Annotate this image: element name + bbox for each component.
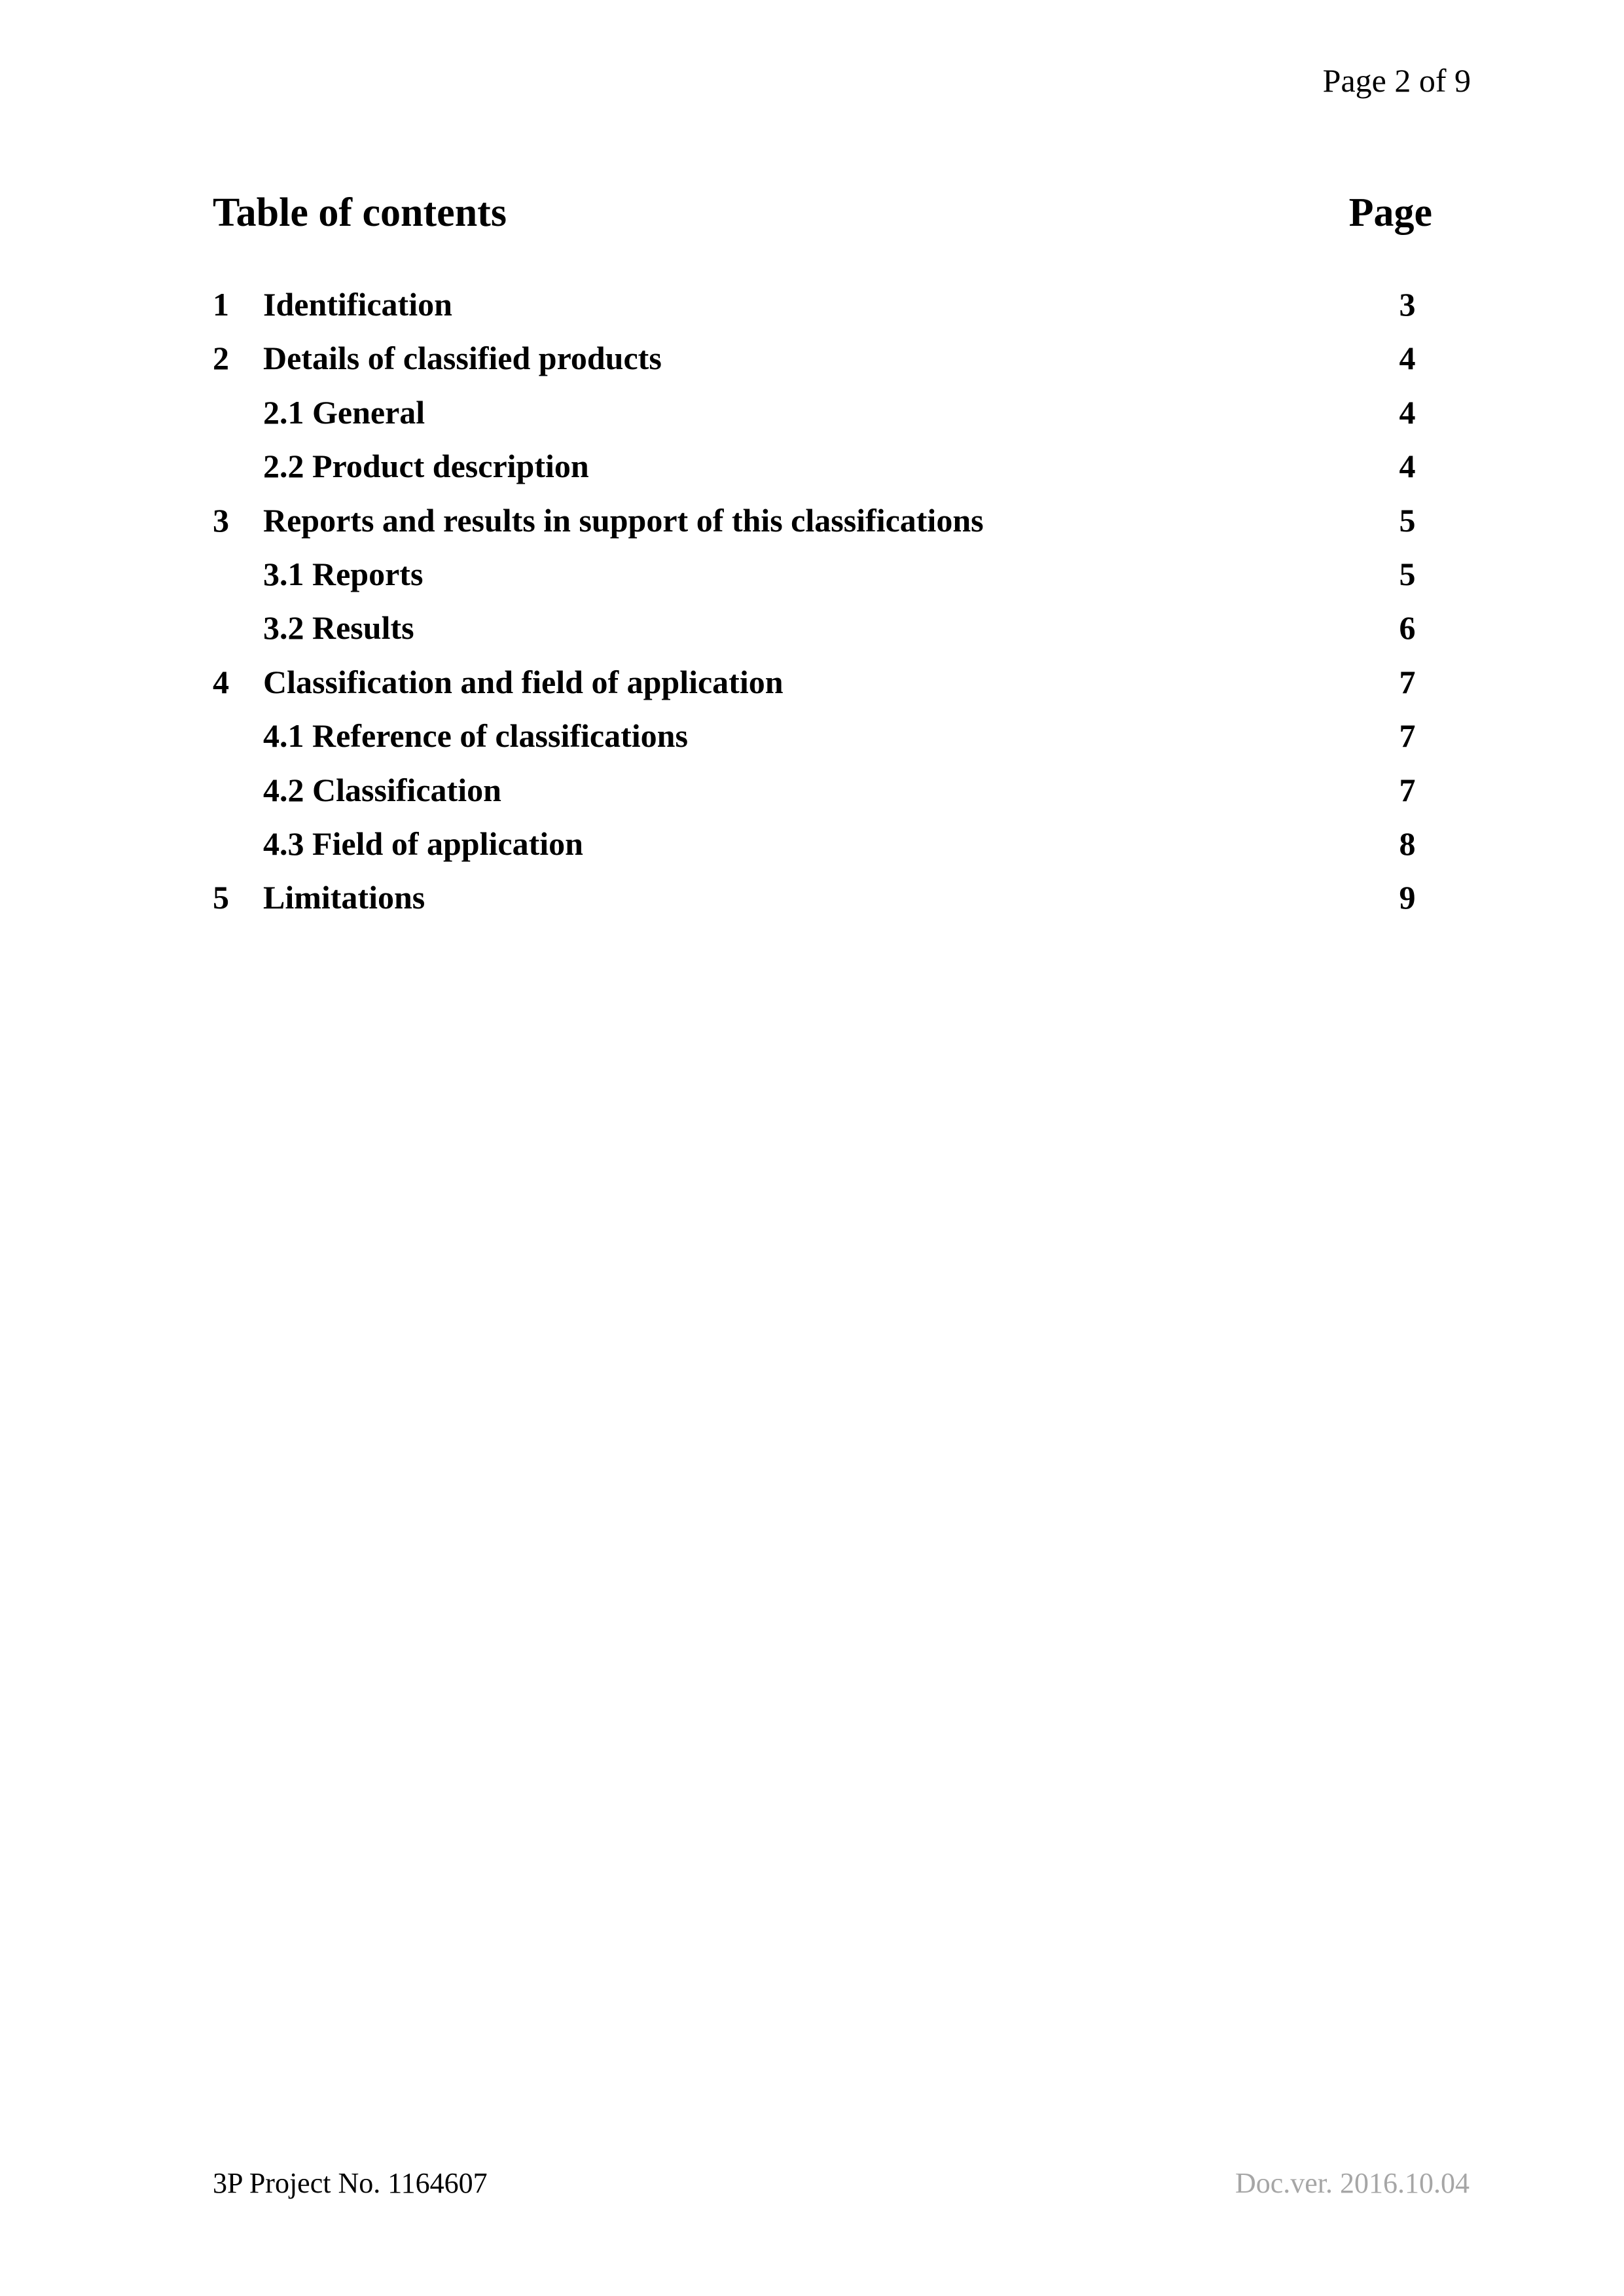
toc-entry-page: 4 [1399, 340, 1416, 377]
toc-entry-page: 7 [1399, 717, 1416, 755]
toc-entry-label: Limitations [263, 879, 425, 916]
toc-entry-page: 6 [1399, 609, 1416, 647]
toc-entry-number: 4 [213, 663, 229, 700]
toc-row [213, 285, 1447, 339]
footer-doc-version: Doc.ver. 2016.10.04 [1235, 2167, 1470, 2199]
toc-row [213, 771, 1447, 825]
toc-heading-row [213, 190, 1432, 236]
toc-row [213, 878, 1447, 932]
toc-entry-page: 5 [1399, 555, 1416, 592]
toc-entry-label: 2.2 Product description [263, 448, 589, 485]
toc-row [213, 717, 1447, 770]
toc-entry-page: 7 [1399, 771, 1416, 808]
page-footer [213, 2166, 1470, 2200]
toc-title: Table of contents [213, 190, 507, 235]
toc-entry-label: Identification [263, 286, 452, 323]
toc-entry-label: 4.3 Field of application [263, 825, 583, 862]
toc-row [213, 393, 1447, 447]
toc-row [213, 825, 1447, 878]
toc-list [213, 285, 1447, 933]
toc-entry-label: 4.2 Classification [263, 771, 501, 808]
toc-row [213, 447, 1447, 501]
toc-row [213, 663, 1447, 717]
toc-entry-number: 5 [213, 879, 229, 916]
toc-entry-page: 9 [1399, 879, 1416, 916]
toc-entry-label: 2.1 General [263, 393, 425, 431]
toc-entry-number: 1 [213, 286, 229, 323]
toc-entry-page: 3 [1399, 286, 1416, 323]
toc-entry-label: Details of classified products [263, 340, 662, 377]
toc-row [213, 609, 1447, 662]
toc-entry-page: 8 [1399, 825, 1416, 862]
toc-page-column-label: Page [1348, 190, 1432, 235]
toc-entry-number: 3 [213, 501, 229, 539]
toc-entry-page: 5 [1399, 501, 1416, 539]
toc-row [213, 339, 1447, 393]
footer-project-number: 3P Project No. 1164607 [213, 2167, 488, 2199]
toc-entry-page: 7 [1399, 663, 1416, 700]
toc-entry-label: 3.1 Reports [263, 555, 424, 592]
toc-row [213, 501, 1447, 555]
toc-entry-label: Classification and field of application [263, 663, 784, 700]
toc-row [213, 555, 1447, 609]
toc-entry-label: 3.2 Results [263, 609, 414, 647]
toc-entry-label: 4.1 Reference of classifications [263, 717, 688, 755]
toc-entry-label: Reports and results in support of this classifications [263, 501, 984, 539]
toc-entry-number: 2 [213, 340, 229, 377]
toc-entry-page: 4 [1399, 393, 1416, 431]
toc-entry-page: 4 [1399, 448, 1416, 485]
page-number-header: Page 2 of 9 [1322, 62, 1471, 99]
